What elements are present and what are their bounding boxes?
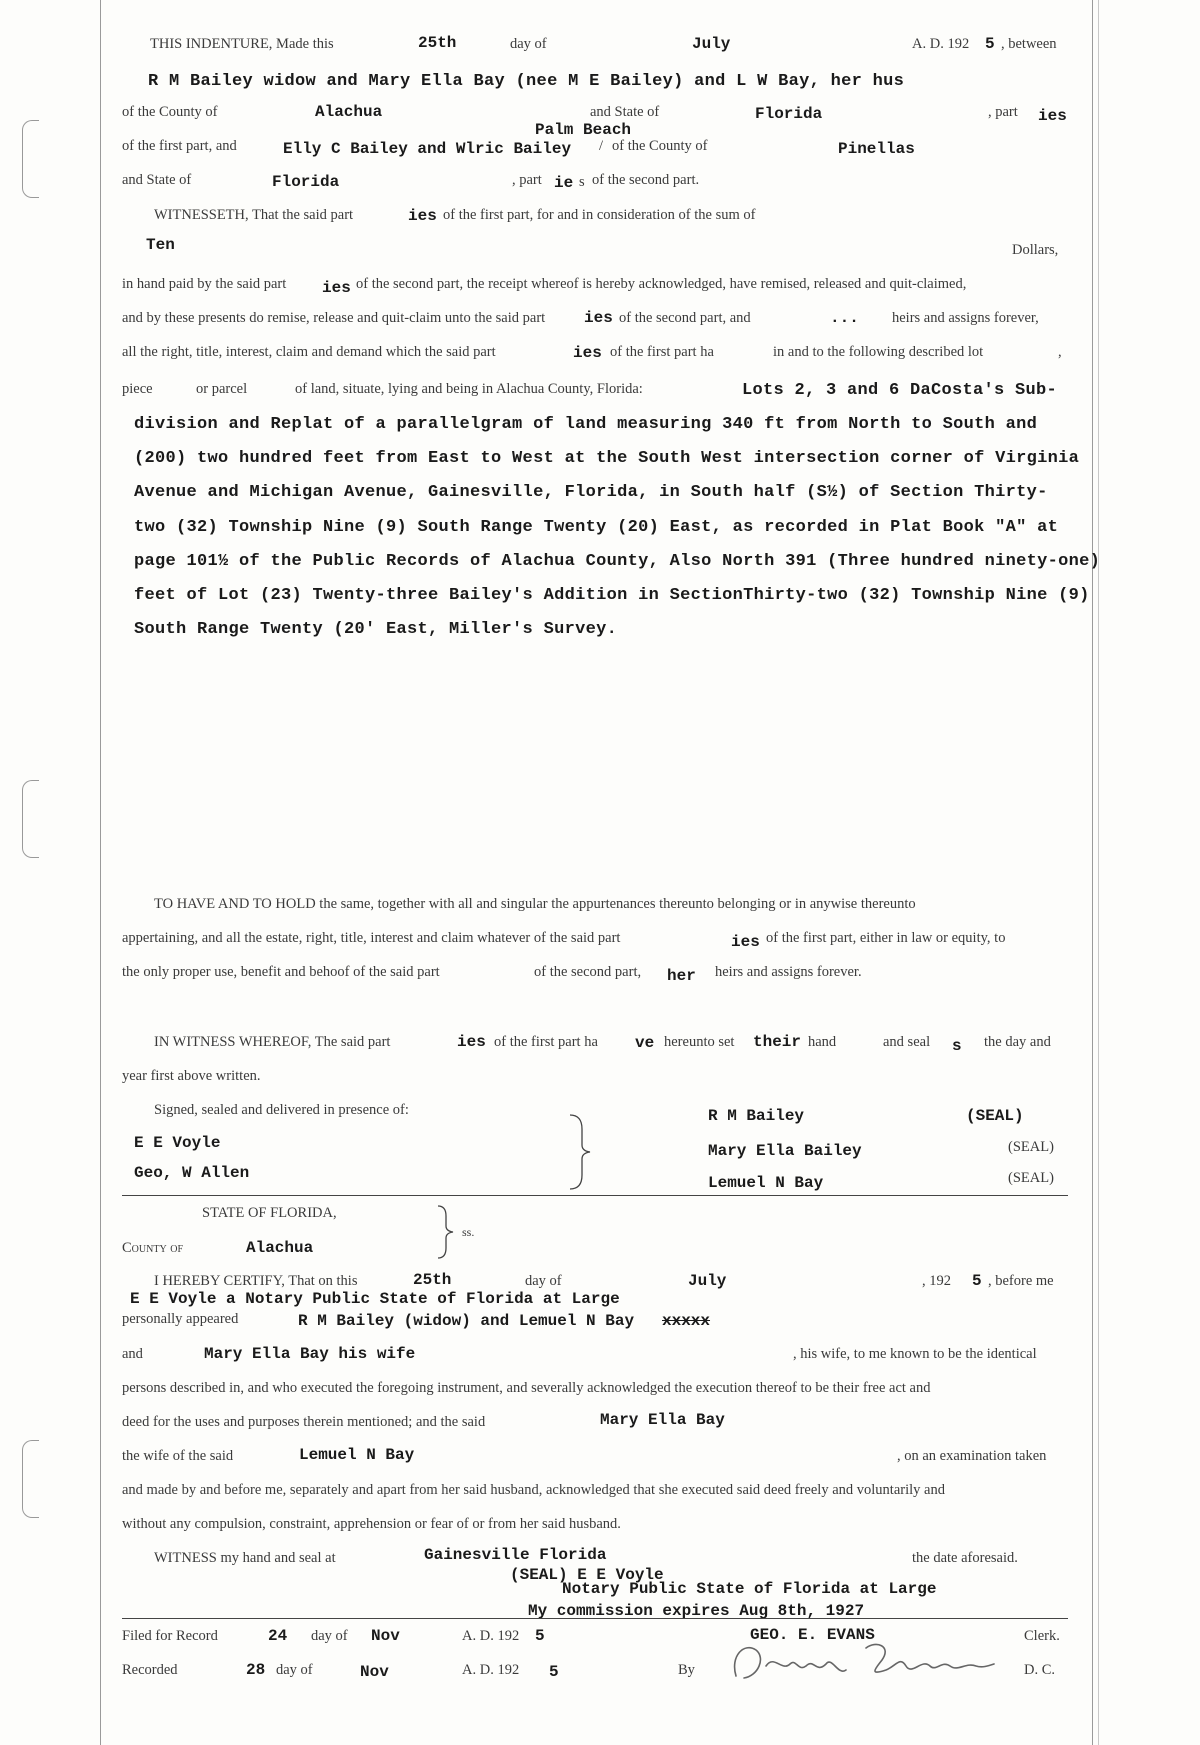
piece-text: of land, situate, lying and being in Alachua County, Florida:	[295, 381, 643, 397]
county-value: Alachua	[315, 103, 383, 121]
habendum-line3a: the only proper use, benefit and behoof of the said part	[122, 964, 440, 980]
right-title-text2: of the first part ha	[610, 344, 714, 360]
second-part-suffix: ie	[554, 174, 574, 192]
remise-text2: of the second part, and	[619, 310, 751, 326]
witnesseth-ies: ies	[408, 207, 437, 225]
ack-notary-line: E E Voyle a Notary Public State of Florida at Large	[130, 1290, 620, 1308]
ack-appeared-names: R M Bailey (widow) and Lemuel N Bay	[298, 1312, 635, 1330]
indenture-month: July	[692, 35, 731, 53]
right-title-comma: ,	[1058, 344, 1062, 360]
witnesseth-text: WITNESSETH, That the said part	[154, 207, 354, 223]
whereof-s: s	[952, 1037, 962, 1055]
whereof-line2: year first above written.	[122, 1068, 261, 1084]
second-county-label: of the County of	[612, 138, 708, 154]
indenture-year-digit: 5	[985, 35, 995, 53]
county-label: of the County of	[122, 104, 218, 120]
ack-day: 25th	[413, 1271, 452, 1289]
ack-certify: I HEREBY CERTIFY, That on this	[154, 1273, 358, 1289]
legal-line: (200) two hundred feet from East to West at the South West intersection corner of Virginia	[134, 449, 1080, 468]
sum-amount: Ten	[146, 236, 175, 254]
second-part-label: , part	[512, 172, 542, 188]
ack-made-by: and made by and before me, separately and apart from her said husband, acknowledged that she executed said deed freely and voluntarily and	[122, 1482, 945, 1498]
clerk-name: GEO. E. EVANS	[750, 1626, 875, 1644]
ack-before-me: , before me	[988, 1273, 1054, 1289]
palm-beach: Palm Beach	[535, 121, 632, 139]
presence-label: Signed, sealed and delivered in presence of:	[154, 1102, 409, 1118]
whereof-hand: hand	[808, 1034, 837, 1050]
ack-notary-title: Notary Public State of Florida at Large	[562, 1580, 937, 1598]
recorded-ad: A. D. 192	[462, 1662, 520, 1678]
ack-day-of: day of	[525, 1273, 562, 1289]
state-value: Florida	[755, 105, 823, 123]
remise-ies: ies	[584, 309, 613, 327]
ack-and: and	[122, 1346, 143, 1362]
ack-seal-signature: (SEAL) E E Voyle	[510, 1566, 664, 1584]
right-title-ies: ies	[573, 344, 602, 362]
ack-personally: personally appeared	[122, 1311, 239, 1327]
recorded-day-of: day of	[276, 1662, 313, 1678]
ack-state: STATE OF FLORIDA,	[202, 1205, 337, 1221]
filed-ad: A. D. 192	[462, 1628, 520, 1644]
second-state-label: and State of	[122, 172, 192, 188]
piece-label: piece	[122, 381, 153, 397]
ack-date-aforesaid: the date aforesaid.	[912, 1550, 1018, 1566]
habendum-line3b: of the second part,	[534, 964, 642, 980]
whereof-and-seal: and seal	[883, 1034, 931, 1050]
recorded-month: Nov	[360, 1663, 389, 1681]
remise-dots: ...	[830, 309, 859, 327]
section-divider	[122, 1195, 1068, 1196]
state-label: and State of	[590, 104, 660, 120]
filed-year: 5	[535, 1627, 545, 1645]
part-label: , part	[988, 104, 1018, 120]
binder-ring-icon	[22, 780, 39, 858]
filed-day-of: day of	[311, 1628, 348, 1644]
ack-without: without any compulsion, constraint, apprehension or fear of or from her said husband.	[122, 1516, 621, 1532]
hand-paid-text2: of the second part, the receipt whereof is hereby acknowledged, have remised, released and quit-claimed,	[356, 276, 967, 292]
ack-year-digit: 5	[972, 1272, 982, 1290]
habendum-line3c: heirs and assigns forever.	[715, 964, 862, 980]
ack-county: Alachua	[246, 1239, 314, 1257]
habendum-line2b: of the first part, either in law or equity, to	[766, 930, 1006, 946]
second-part-text: of the second part.	[592, 172, 700, 188]
signer-2: Mary Ella Bailey	[708, 1142, 862, 1160]
witnesseth-text2: of the first part, for and in consideration of the sum of	[443, 207, 756, 223]
ack-commission: My commission expires Aug 8th, 1927	[528, 1602, 865, 1620]
filed-label: Filed for Record	[122, 1628, 218, 1644]
second-party-slash: /	[599, 138, 604, 154]
ack-wife-name: Mary Ella Bay his wife	[204, 1345, 416, 1363]
deputy-clerk-signature-icon	[726, 1636, 998, 1690]
ack-ss: ss.	[462, 1225, 475, 1239]
witness-2: Geo, W Allen	[134, 1164, 250, 1182]
first-part-label: of the first part, and	[122, 138, 237, 154]
signature-brace	[568, 1113, 594, 1191]
indenture-day: 25th	[418, 34, 457, 52]
right-margin-line	[1092, 0, 1093, 1745]
signer-2-seal: (SEAL)	[1008, 1139, 1054, 1155]
part-suffix: ies	[1038, 107, 1067, 125]
filed-month: Nov	[371, 1627, 400, 1645]
legal-line: Avenue and Michigan Avenue, Gainesville, Florida, in South half (S½) of Section Thirty-	[134, 483, 1048, 502]
ack-husband: Lemuel N Bay	[299, 1446, 415, 1464]
recorded-day: 28	[246, 1661, 266, 1679]
whereof-text3: hereunto set	[664, 1034, 735, 1050]
ack-month: July	[688, 1272, 727, 1290]
second-county-value: Pinellas	[838, 140, 915, 158]
recorded-year: 5	[549, 1663, 559, 1681]
legal-line: page 101½ of the Public Records of Alachua County, Also North 391 (Three hundred ninety-one)	[134, 552, 1101, 571]
legal-line: South Range Twenty (20' East, Miller's Survey.	[134, 620, 618, 639]
ack-wife-again: Mary Ella Bay	[600, 1411, 725, 1429]
ack-exam: , on an examination taken	[897, 1448, 1047, 1464]
ack-struck-text: xxxxx	[662, 1312, 711, 1330]
signer-3-seal: (SEAL)	[1008, 1170, 1054, 1186]
ack-persons: persons described in, and who executed the foregoing instrument, and severally acknowledged the execution thereof to be their free act and	[122, 1380, 931, 1396]
binder-ring-icon	[22, 1440, 39, 1518]
ack-deed-for: deed for the uses and purposes therein mentioned; and the said	[122, 1414, 486, 1430]
ack-county-label: County of	[122, 1240, 184, 1256]
binder-ring-icon	[22, 120, 39, 198]
hand-paid-text: in hand paid by the said part	[122, 276, 287, 292]
second-part-s: s	[579, 174, 585, 190]
whereof-text2: of the first part ha	[494, 1034, 598, 1050]
whereof-ies: ies	[457, 1033, 486, 1051]
habendum-line1: TO HAVE AND TO HOLD the same, together with all and singular the appurtenances thereunto belonging or in anywise thereunto	[154, 896, 916, 912]
dollars-label: Dollars,	[1012, 242, 1059, 258]
right-title-text: all the right, title, interest, claim and demand which the said part	[122, 344, 496, 360]
legal-description-start: Lots 2, 3 and 6 DaCosta's Sub-	[742, 381, 1058, 400]
ack-year-prefix: , 192	[922, 1273, 951, 1289]
right-title-text3: in and to the following described lot	[773, 344, 984, 360]
ack-wife-of: the wife of the said	[122, 1448, 234, 1464]
right-margin-line-inner	[1098, 0, 1099, 1745]
whereof-ve: ve	[635, 1034, 655, 1052]
parcel-label: or parcel	[196, 381, 248, 397]
indenture-intro: THIS INDENTURE, Made this	[150, 36, 334, 52]
left-margin-line	[100, 0, 101, 1745]
hand-paid-ies: ies	[322, 279, 351, 297]
indenture-day-of: day of	[510, 36, 547, 52]
whereof-text4: the day and	[984, 1034, 1051, 1050]
deputy-clerk-label: D. C.	[1024, 1662, 1056, 1678]
parties-line: R M Bailey widow and Mary Ella Bay (nee M E Bailey) and L W Bay, her hus	[148, 72, 905, 91]
record-divider	[122, 1618, 1068, 1619]
signer-3: Lemuel N Bay	[708, 1174, 824, 1192]
whereof-their: their	[753, 1033, 802, 1051]
remise-text3: heirs and assigns forever,	[892, 310, 1039, 326]
signer-1: R M Bailey	[708, 1107, 805, 1125]
clerk-label: Clerk.	[1024, 1628, 1060, 1644]
recorded-by: By	[678, 1662, 695, 1678]
filed-day: 24	[268, 1627, 288, 1645]
remise-text: and by these presents do remise, release and quit-claim unto the said part	[122, 310, 546, 326]
second-state-value: Florida	[272, 173, 340, 191]
indenture-between: , between	[1001, 36, 1057, 52]
second-party-names: Elly C Bailey and Wlric Bailey	[283, 140, 572, 158]
legal-line: feet of Lot (23) Twenty-three Bailey's Addition in SectionThirty-two (32) Township Nine (9)	[134, 586, 1090, 605]
legal-line: two (32) Township Nine (9) South Range Twenty (20) East, as recorded in Plat Book "A" at	[134, 518, 1059, 537]
ack-place: Gainesville Florida	[424, 1546, 607, 1564]
whereof-text1: IN WITNESS WHEREOF, The said part	[154, 1034, 391, 1050]
ack-witness-my: WITNESS my hand and seal at	[154, 1550, 336, 1566]
ack-his-wife: , his wife, to me known to be the identical	[793, 1346, 1037, 1362]
habendum-line2a: appertaining, and all the estate, right, title, interest and claim whatever of the said part	[122, 930, 621, 946]
witness-1: E E Voyle	[134, 1134, 221, 1152]
recorded-label: Recorded	[122, 1662, 178, 1678]
legal-line: division and Replat of a parallelgram of land measuring 340 ft from North to South and	[134, 415, 1038, 434]
habendum-her: her	[667, 967, 696, 985]
signer-1-seal: (SEAL)	[966, 1107, 1024, 1125]
habendum-ies: ies	[731, 933, 760, 951]
ack-brace	[436, 1204, 458, 1260]
indenture-year-prefix: A. D. 192	[912, 36, 970, 52]
